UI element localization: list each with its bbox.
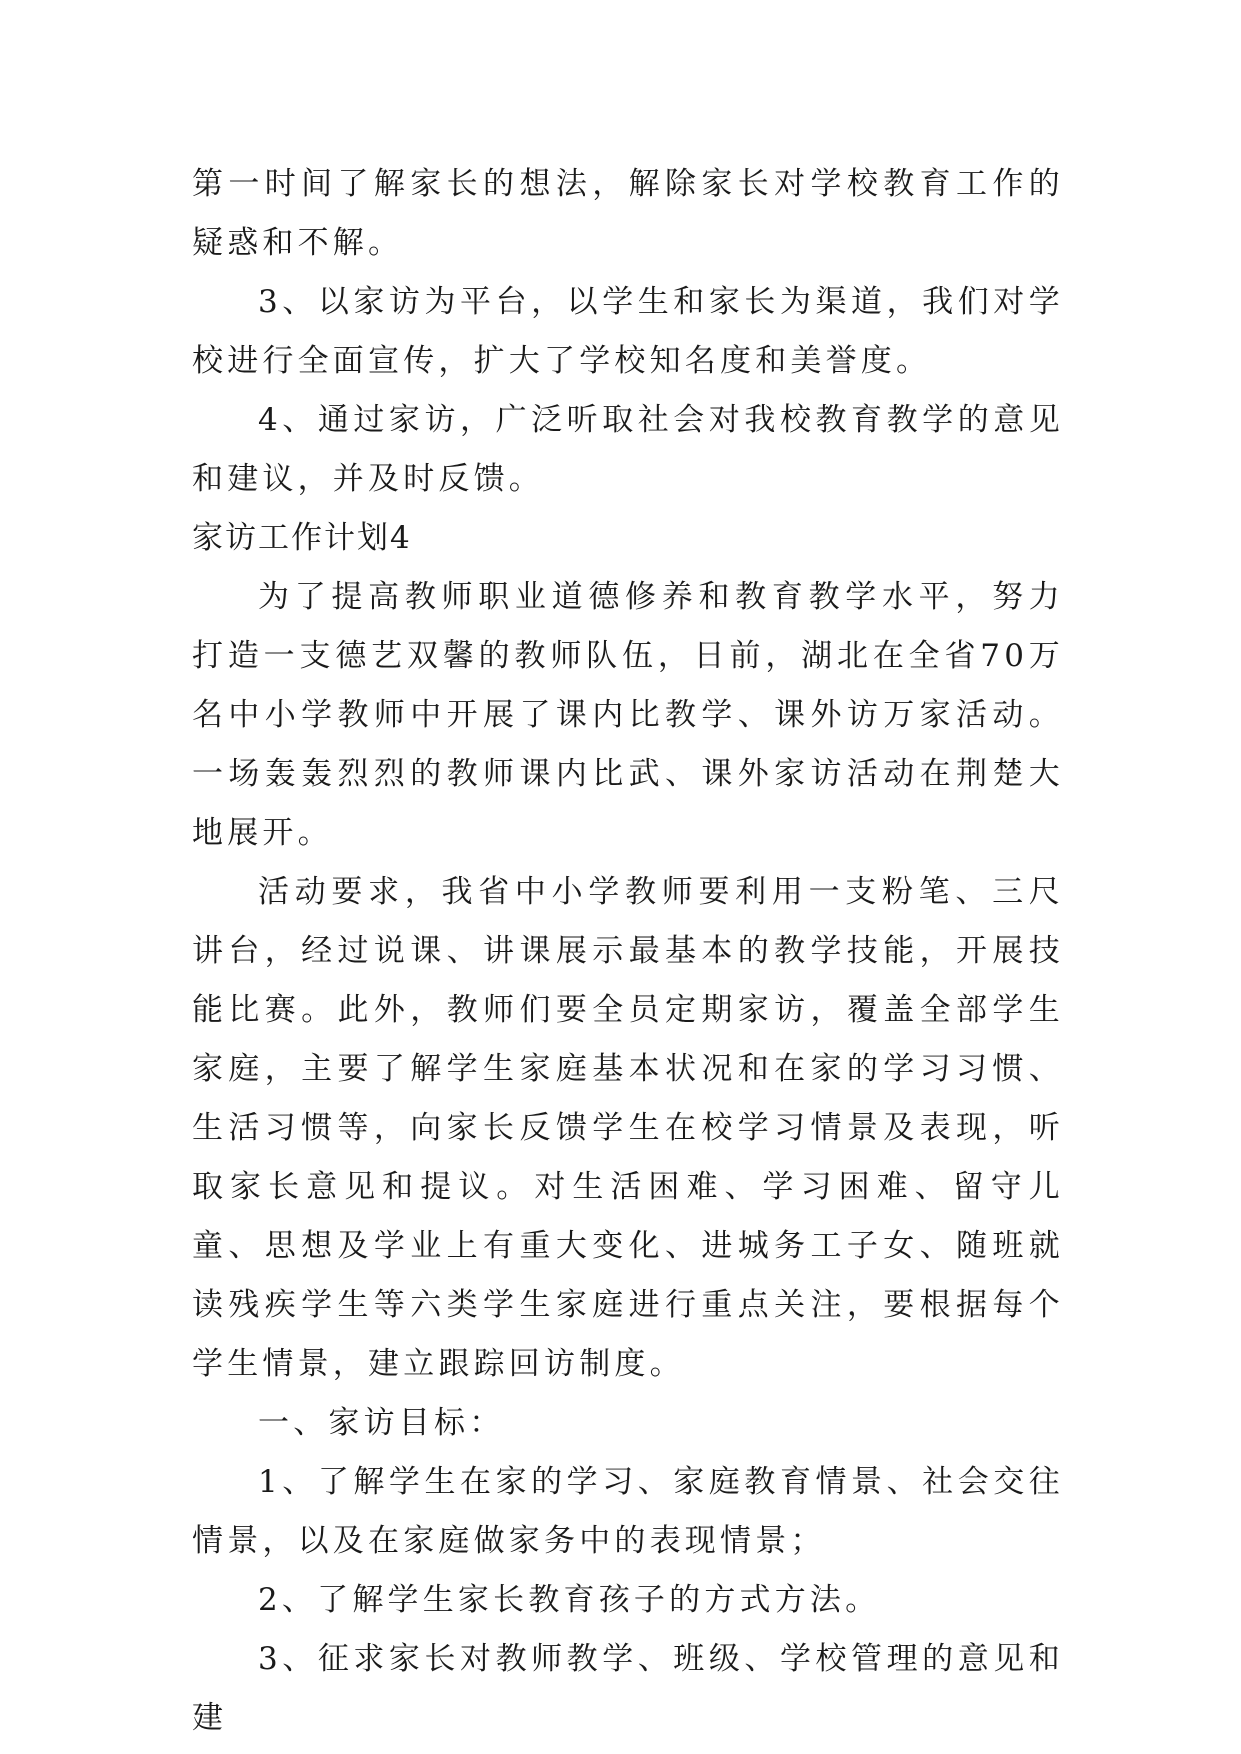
goal-item-3: 3、征求家长对教师教学、班级、学校管理的意见和建 (192, 1641, 1064, 1736)
paragraph-item-4: 4、通过家访，广泛听取社会对我校教育教学的意见和建议，并及时反馈。 (192, 402, 1064, 497)
document-body (192, 155, 1064, 1748)
paragraph-intro: 为了提高教师职业道德修养和教育教学水平，努力打造一支德艺双馨的教师队伍，日前，湖北在全省70万名中小学教师中开展了课内比教学、课外访万家活动。一场轰轰烈烈的教师课内比武、课外家访活动在荆楚大地展开。 (192, 579, 1064, 851)
paragraph-requirements: 活动要求，我省中小学教师要利用一支粉笔、三尺讲台，经过说课、讲课展示最基本的教学技能，开展技能比赛。此外，教师们要全员定期家访，覆盖全部学生家庭，主要了解学生家庭基本状况和在家的学习习惯、生活习惯等，向家长反馈学生在校学习情景及表现，听取家长意见和提议。对生活困难、学习困难、留守儿童、思想及学业上有重大变化、进城务工子女、随班就读残疾学生等六类学生家庭进行重点关注，要根据每个学生情景，建立跟踪回访制度。 (192, 874, 1064, 1382)
subheading-goals: 一、家访目标： (258, 1405, 505, 1441)
goal-item-1: 1、了解学生在家的学习、家庭教育情景、社会交往情景，以及在家庭做家务中的表现情景； (192, 1464, 1064, 1559)
paragraph-item-3: 3、以家访为平台，以学生和家长为渠道，我们对学校进行全面宣传，扩大了学校知名度和美誉度。 (192, 284, 1064, 379)
goal-item-2: 2、了解学生家长教育孩子的方式方法。 (258, 1582, 881, 1618)
section-heading: 家访工作计划4 (192, 520, 412, 556)
paragraph-continuation: 第一时间了解家长的想法，解除家长对学校教育工作的疑惑和不解。 (192, 166, 1064, 261)
